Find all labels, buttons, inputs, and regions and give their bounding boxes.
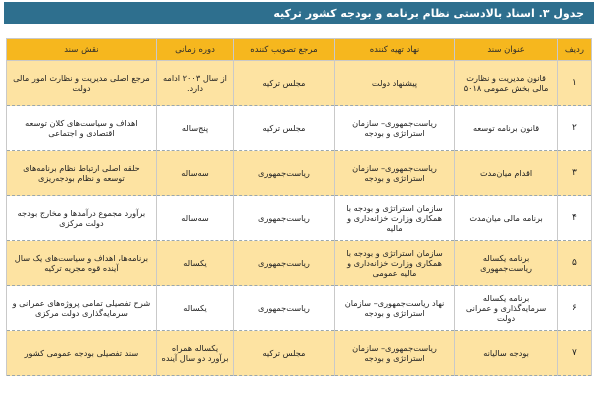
cell-number: ۵ (557, 241, 591, 286)
header-document-title: عنوان سند (455, 39, 558, 61)
cell-title: برنامه یکساله ریاست‌جمهوری (455, 241, 558, 286)
cell-number: ۲ (557, 106, 591, 151)
cell-title: قانون مدیریت و نظارت مالی بخش عمومی ۵۰۱۸ (455, 61, 558, 106)
table-row (7, 196, 592, 241)
cell-number: ۴ (557, 196, 591, 241)
header-row-number: ردیف (557, 39, 591, 61)
cell-title: قانون برنامه توسعه (455, 106, 558, 151)
cell-number: ۳ (557, 151, 591, 196)
cell-role: برآورد مجموع درآمدها و مخارج بودجه دولت مرکزی (7, 196, 157, 241)
cell-approver: ریاست‌جمهوری (234, 151, 335, 196)
cell-title: برنامه یکساله سرمایه‌گذاری و عمرانی دولت (455, 286, 558, 331)
cell-preparer: نهاد ریاست‌جمهوری– سازمان استراتژی و بودجه (334, 286, 455, 331)
cell-period: یکساله (156, 241, 233, 286)
cell-role: سند تفصیلی بودجه عمومی کشور (7, 331, 157, 376)
cell-number: ۶ (557, 286, 591, 331)
table-row (7, 61, 592, 106)
cell-preparer: ریاست‌جمهوری– سازمان استراتژی و بودجه (334, 331, 455, 376)
cell-role: برنامه‌ها، اهداف و سیاست‌های یک سال آینده قوه مجریه ترکیه (7, 241, 157, 286)
cell-approver: ریاست‌جمهوری (234, 286, 335, 331)
cell-title: برنامه مالی میان‌مدت (455, 196, 558, 241)
cell-period: از سال ۲۰۰۳ ادامه دارد. (156, 61, 233, 106)
cell-title: اقدام میان‌مدت (455, 151, 558, 196)
cell-approver: مجلس ترکیه (234, 61, 335, 106)
table-container (4, 38, 594, 376)
table-title: جدول ۳. اسناد بالادستی نظام برنامه و بودجه کشور ترکیه (273, 6, 584, 20)
table-row (7, 241, 592, 286)
header-row (7, 39, 592, 61)
cell-period: یکساله همراه برآورد دو سال آینده (156, 331, 233, 376)
header-approver: مرجع تصویب کننده (234, 39, 335, 61)
cell-period: سه‌ساله (156, 151, 233, 196)
table-row (7, 331, 592, 376)
cell-number: ۷ (557, 331, 591, 376)
table-row (7, 151, 592, 196)
cell-number: ۱ (557, 61, 591, 106)
table-row (7, 286, 592, 331)
table-row (7, 106, 592, 151)
documents-table (6, 38, 592, 376)
cell-approver: ریاست‌جمهوری (234, 241, 335, 286)
header-preparer: نهاد تهیه کننده (334, 39, 455, 61)
table-caption (4, 2, 594, 24)
cell-title: بودجه سالیانه (455, 331, 558, 376)
cell-period: سه‌ساله (156, 196, 233, 241)
cell-role: مرجع اصلی مدیریت و نظارت امور مالی دولت (7, 61, 157, 106)
cell-role: شرح تفصیلی تمامی پروژه‌های عمرانی و سرمایه‌گذاری دولت مرکزی (7, 286, 157, 331)
cell-preparer: ریاست‌جمهوری– سازمان استراتژی و بودجه (334, 106, 455, 151)
header-period: دوره زمانی (156, 39, 233, 61)
cell-period: یکساله (156, 286, 233, 331)
cell-preparer: ریاست‌جمهوری– سازمان استراتژی و بودجه (334, 151, 455, 196)
cell-approver: ریاست‌جمهوری (234, 196, 335, 241)
cell-role: اهداف و سیاست‌های کلان توسعه اقتصادی و اجتماعی (7, 106, 157, 151)
cell-role: حلقه اصلی ارتباط نظام برنامه‌های توسعه و نظام بودجه‌ریزی (7, 151, 157, 196)
cell-preparer: سازمان استراتژی و بودجه با همکاری وزارت خزانه‌داری و مالیه عمومی (334, 241, 455, 286)
header-role: نقش سند (7, 39, 157, 61)
cell-preparer: پیشنهاد دولت (334, 61, 455, 106)
cell-approver: مجلس ترکیه (234, 106, 335, 151)
cell-preparer: سازمان استراتژی و بودجه با همکاری وزارت خزانه‌داری و مالیه (334, 196, 455, 241)
cell-period: پنج‌ساله (156, 106, 233, 151)
cell-approver: مجلس ترکیه (234, 331, 335, 376)
